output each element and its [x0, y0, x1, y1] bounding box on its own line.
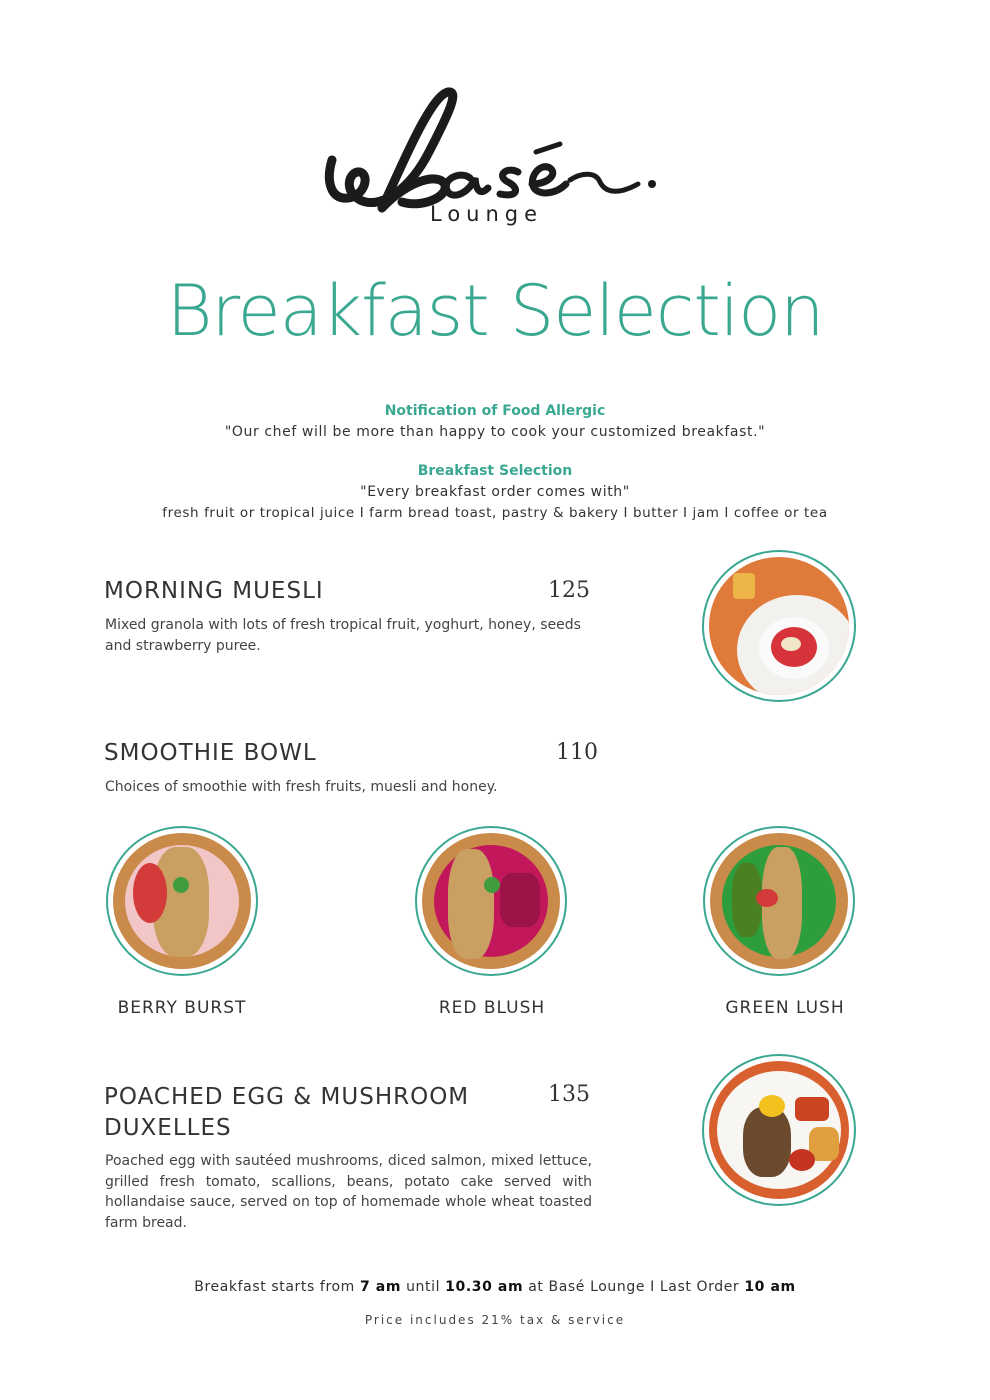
- selection-items: fresh fruit or tropical juice I farm bread toast, pastry & bakery I butter I jam I coffee or tea: [162, 505, 828, 521]
- allergy-heading: Notification of Food Allergic: [384, 403, 606, 419]
- selection-heading: Breakfast Selection: [417, 463, 573, 479]
- selection-text: "Every breakfast order comes with": [360, 484, 630, 500]
- dish-desc-smoothie: Choices of smoothie with fresh fruits, muesli and honey.: [105, 779, 498, 795]
- bowl-label-berry-burst: BERRY BURST: [117, 998, 247, 1018]
- dish-price-smoothie: 110: [556, 740, 598, 765]
- dish-price-muesli: 125: [548, 578, 590, 603]
- dish-price-poached-egg: 135: [548, 1082, 590, 1107]
- bowl-label-red-blush: RED BLUSH: [438, 998, 546, 1018]
- footer-last-order: 10 am: [744, 1279, 796, 1295]
- red-blush-photo: [415, 826, 567, 976]
- allergy-text: "Our chef will be more than happy to cook your customized breakfast.": [224, 424, 766, 440]
- muesli-photo: [702, 550, 856, 702]
- dish-name-smoothie: SMOOTHIE BOWL: [104, 740, 317, 766]
- dish-desc-poached-egg: Poached egg with sautéed mushrooms, diced salmon, mixed lettuce, grilled fresh tomato, scallions, beans, potato cake served with hollandaise sauce, served on top of homemade whole wheat toasted farm bread.: [105, 1153, 592, 1231]
- bowl-label-green-lush: GREEN LUSH: [725, 998, 845, 1018]
- berry-burst-photo: [106, 826, 258, 976]
- dish-desc-muesli: Mixed granola with lots of fresh tropical fruit, yoghurt, honey, seeds and strawberry puree.: [105, 617, 581, 654]
- dish-name-muesli: MORNING MUESLI: [104, 578, 324, 604]
- page-title: Breakfast Selection: [166, 270, 824, 352]
- poached-egg-photo: [702, 1054, 856, 1206]
- dish-name-poached-egg: POACHED EGG & MUSHROOM DUXELLES: [104, 1084, 470, 1141]
- footer-start-time: 7 am: [359, 1279, 402, 1295]
- logo-subtitle: Lounge: [430, 202, 544, 226]
- footer-end-time: 10.30 am: [445, 1279, 524, 1295]
- footer-tax-note: Price includes 21% tax & service: [364, 1313, 626, 1327]
- footer-hours: Breakfast starts from 7 am until 10.30 am at Basé Lounge I Last Order 10 am: [194, 1279, 796, 1295]
- green-lush-photo: [703, 826, 855, 976]
